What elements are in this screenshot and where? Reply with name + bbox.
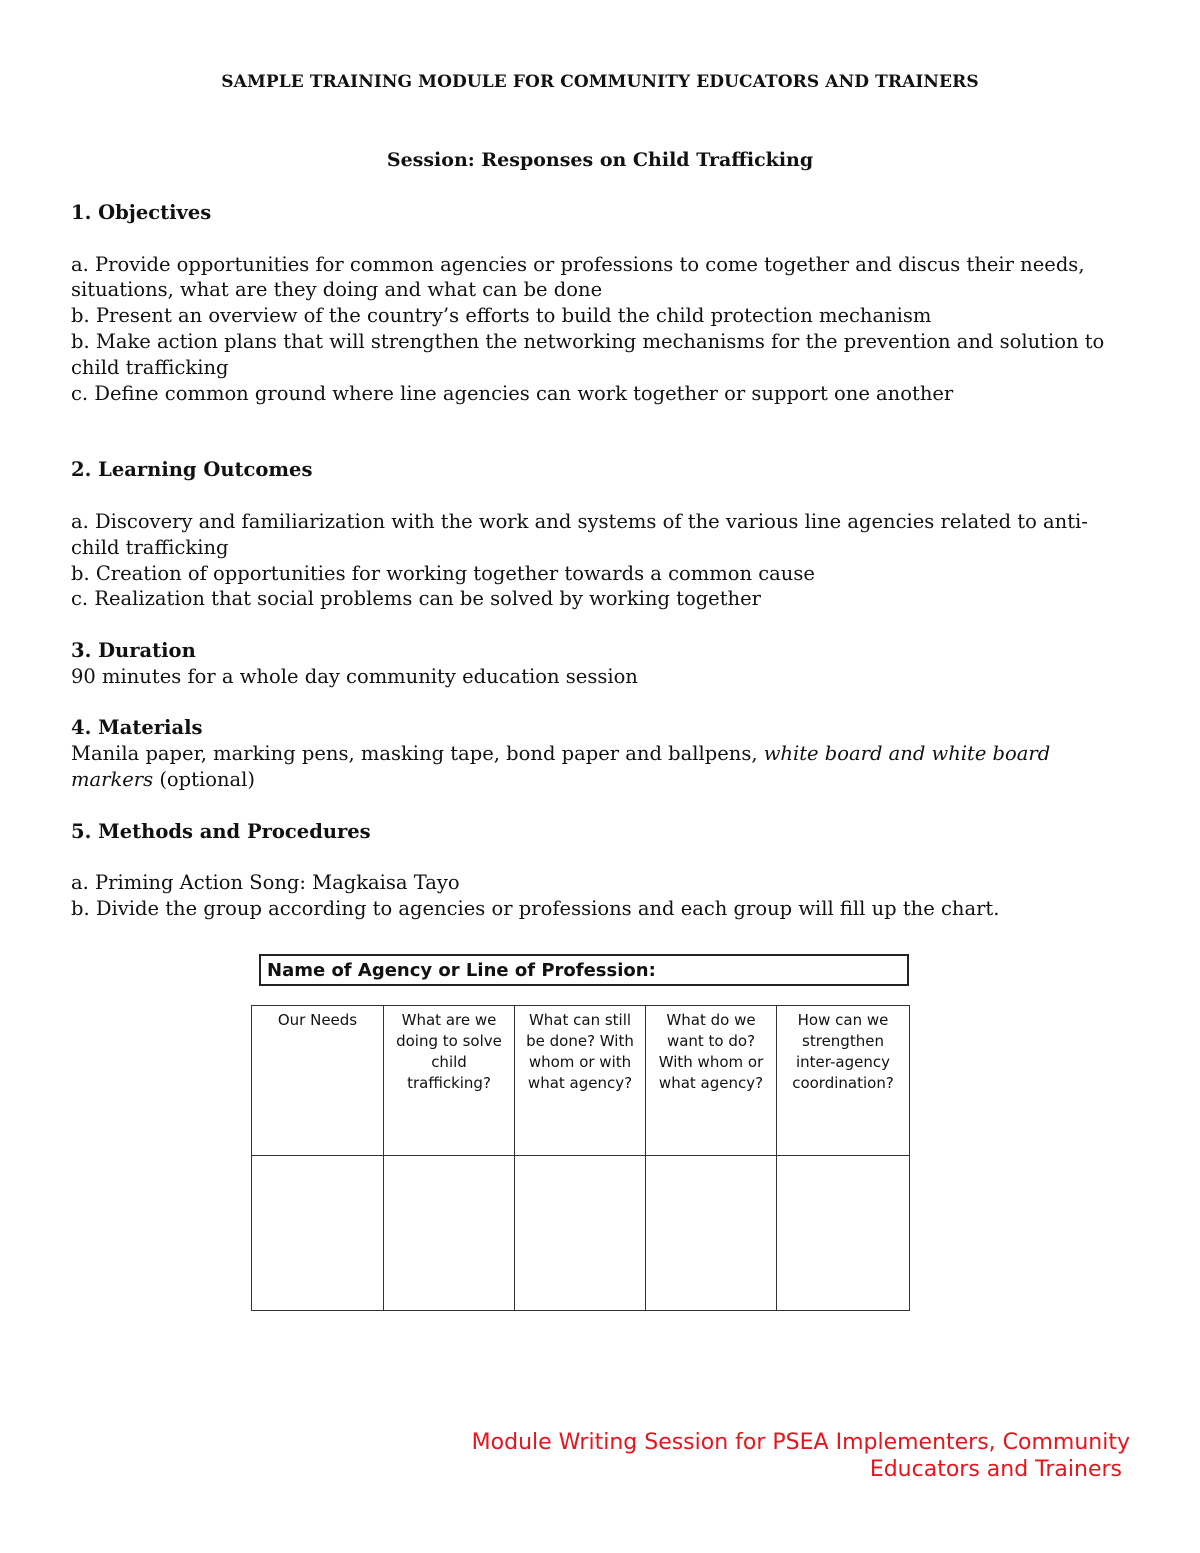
outcome-item: c. Realization that social problems can be solved by working together <box>71 587 761 611</box>
objective-item: b. Make action plans that will strengthen the networking mechanisms for the prevention and solution to child trafficking <box>71 329 1111 379</box>
planning-chart <box>251 1005 910 1311</box>
chart-blank-cell <box>777 1156 909 1310</box>
chart-header-what-do-we-want: What do we want to do? With whom or what agency? <box>646 1006 777 1156</box>
objective-item: a. Provide opportunities for common agencies or professions to come together and discus their needs, situations, what are they doing and what can be done <box>71 252 1091 302</box>
chart-blank-cell <box>384 1156 515 1310</box>
duration-heading: 3. Duration <box>71 638 196 662</box>
outcome-item: a. Discovery and familiarization with the work and systems of the various line agencies related to anti-child trafficking <box>71 509 1088 559</box>
footer-line-2: Educators and Trainers <box>869 1457 1122 1482</box>
methods-heading: 5. Methods and Procedures <box>71 819 371 843</box>
agency-name-box: Name of Agency or Line of Profession: <box>259 954 909 986</box>
chart-header-our-needs: Our Needs <box>252 1006 384 1156</box>
document-title: SAMPLE TRAINING MODULE FOR COMMUNITY EDUCATORS AND TRAINERS <box>221 72 979 92</box>
method-item: a. Priming Action Song: Magkaisa Tayo <box>71 871 460 895</box>
chart-header-strengthen-coordination: How can we strengthen inter-agency coordination? <box>777 1006 909 1156</box>
footer-note <box>370 1429 1130 1483</box>
duration-text: 90 minutes for a whole day community education session <box>71 664 638 688</box>
chart-blank-cell <box>252 1156 384 1310</box>
document-body <box>71 200 1136 922</box>
materials-heading: 4. Materials <box>71 716 203 740</box>
chart-blank-cell <box>646 1156 777 1310</box>
materials-italic: white board and white board markers <box>71 742 1057 791</box>
materials-text <box>71 741 1136 793</box>
outcome-item: b. Creation of opportunities for working together towards a common cause <box>71 561 815 585</box>
materials-plain: Manila paper, marking pens, masking tape, bond paper and ballpens, <box>71 742 764 766</box>
method-item: b. Divide the group according to agencies or professions and each group will fill up the chart. <box>71 896 1000 920</box>
chart-blank-cell <box>515 1156 646 1310</box>
materials-tail: (optional) <box>153 767 255 791</box>
learning-outcomes-heading: 2. Learning Outcomes <box>71 458 313 482</box>
session-title: Session: Responses on Child Trafficking <box>386 149 814 171</box>
objectives-heading: 1. Objectives <box>71 201 212 224</box>
chart-header-what-are-we-doing: What are we doing to solve child trafficking? <box>384 1006 515 1156</box>
objective-item: c. Define common ground where line agencies can work together or support one another <box>71 381 954 405</box>
chart-header-what-can-still-be-done: What can still be done? With whom or with what agency? <box>515 1006 646 1156</box>
footer-line-1: Module Writing Session for PSEA Implementers, Community <box>471 1430 1130 1455</box>
objective-item: b. Present an overview of the country’s efforts to build the child protection mechanism <box>71 304 932 328</box>
